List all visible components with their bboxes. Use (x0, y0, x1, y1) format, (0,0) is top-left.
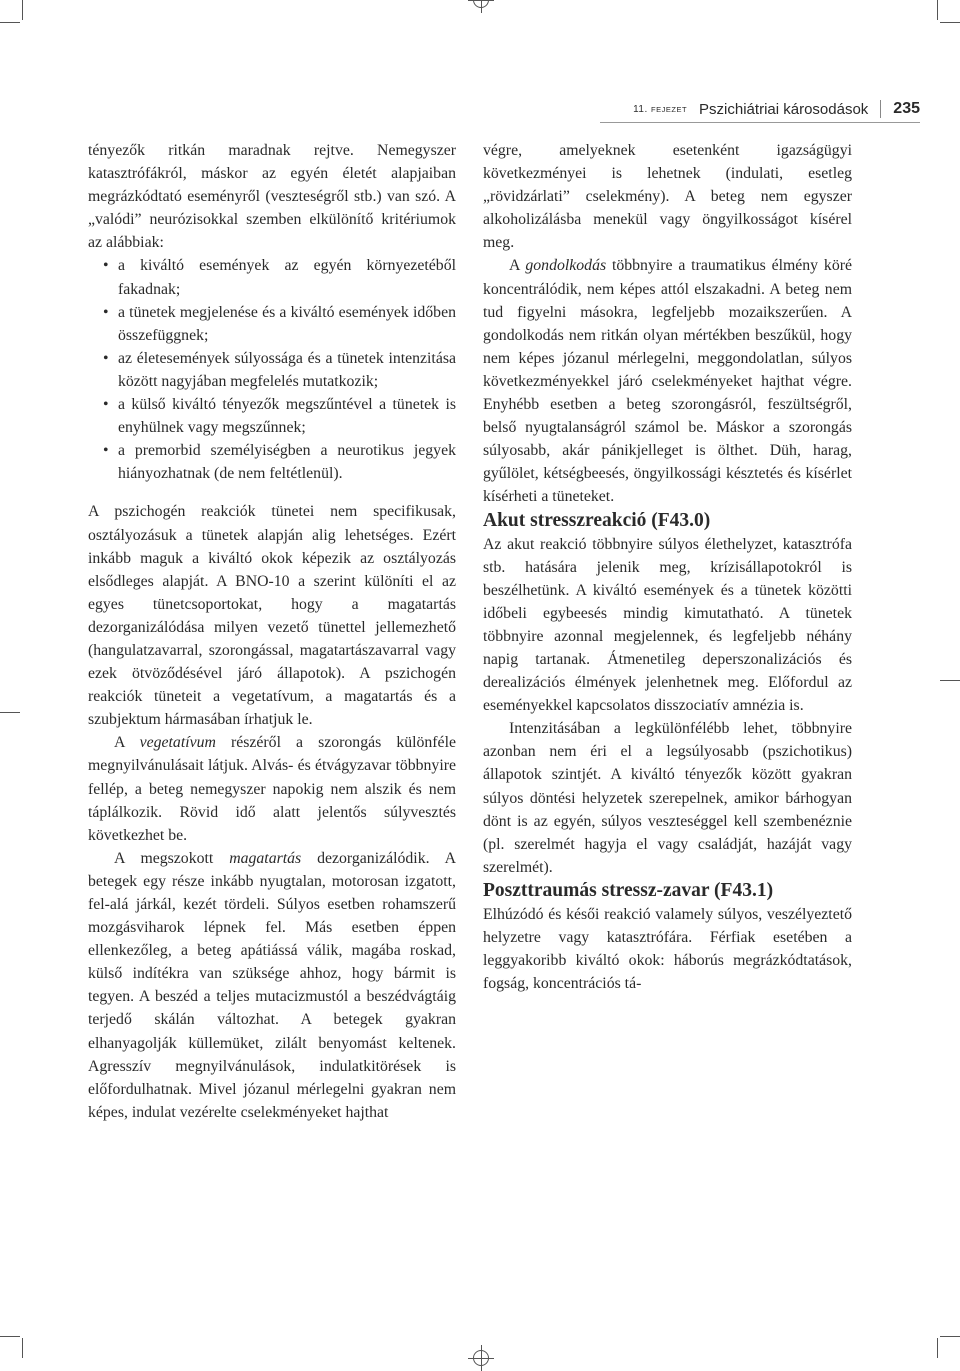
crop-mark (22, 1338, 23, 1358)
page-number: 235 (880, 100, 920, 118)
running-head (600, 96, 920, 122)
paragraph: A pszichogén reakciók tünetei nem specifikusak, osztályozásuk a tünetek alapján alig lehetséges. Ezért inkább maguk a kiváltó okok képezik az osztályozás elsődleges alapját. A BNO-10 a szerint különíti el az egyes tünetcsoportokat, hogy a magatartás dezorganizálódása milyen vezető tünettel jellemezhető (hangulatzavarral, szorongással, magatartászavarral vagy ezek ötvöződésével járó állapotok). A pszichogén reakciók tüneteit a vegetatívum, a magatartás és a szubjektum hármasában írhatjuk le. (88, 503, 456, 729)
chapter-title: Pszichiátriai károsodások (699, 100, 869, 118)
list-item: • az életesemények súlyossága és a tünetek intenzitása között nagyjában megfelelés mutatkozik; (88, 347, 456, 393)
list-item: • a premorbid személyiségben a neurotikus jegyek hiányozhatnak (de nem feltétlenül). (88, 439, 456, 485)
paragraph: Az akut reakció többnyire súlyos élethelyzet, katasztrófa stb. hatására jelenik meg, krízisállapotokról is beszélhetünk. A kiváltó események és a tünetek közötti időbeli egybeesés mindig kimutatható. A tünetek többnyire azonnal megjelennek, és legfeljebb néhány napig tartanak. Átmenetileg deperszonalizációs és derealizációs élmények jelenhetnek meg. Előfordul az eseményekkel kapcsolatos disszociatív amnézia is. (483, 535, 852, 715)
crop-mark (0, 22, 20, 23)
list-item: • a külső kiváltó tényezők megszűntével a tünetek is enyhülnek vagy megszűnnek; (88, 393, 456, 439)
right-column (483, 139, 852, 995)
paragraph: Elhúzódó és késői reakció valamely súlyos, veszélyeztető helyzetre vagy katasztrófára. Férfiak esetében a leggyakoribb kiváltó okok: háborús megrázkódtatások, fogság, koncentrációs tá- (483, 905, 852, 993)
paragraph: A vegetatívum részéről a szorongás különféle megnyilvánulásait látjuk. Alvás- és étvágyzavar többnyire fellép, a beteg nemegyszer napokig nem alszik és nem táplálkozik. Rövid idő alatt jelentős súlyvesztés következhet be. (88, 734, 456, 844)
crop-mark (940, 22, 960, 23)
criteria-list (88, 254, 456, 485)
chapter-label: 11. FEJEZET (633, 103, 688, 115)
section-heading: Poszttraumás stressz-zavar (F43.1) (483, 879, 774, 901)
registration-mark (473, 1350, 489, 1366)
header-rule (600, 122, 920, 123)
crop-mark (937, 0, 938, 20)
crop-mark (940, 680, 960, 681)
paragraph: A megszokott magatartás dezorganizálódik. A betegek egy része inkább nyugtalan, motorosan izgatott, fel-alá járkál, kezét tördeli. Súlyos esetben rohamszerű mozgásviharok lépnek fel. Más esetben éppen ellenkezőleg, a beteg apátiássá válik, magába roskad, külső indítékra van szüksége ahhoz, hogy bármit is tegyen. A beszéd a teljes mutacizmustól a beszédvágtáig terjedő skálán változhat. A betegek gyakran elhanyagolják küllemüket, zilált benyomást keltenek. Agresszív megnyilvánulások, indulatkitörések is előfordulhatnak. Mivel józanul mérlegelni gyakran nem képes, indulat vezérelte cselekményeket hajthat (88, 849, 456, 1121)
crop-mark (0, 1336, 20, 1337)
crop-mark (940, 1336, 960, 1337)
paragraph: végre, amelyeknek esetenként igazságügyi következményei is lehetnek (indulati, esetleg „rövidzárlati” cselekmény). A beteg nem egyszer alkoholizálásba menekül vagy öngyilkosságot kísérel meg. (483, 142, 852, 252)
crop-mark (0, 712, 20, 713)
section-heading: Akut stresszreakció (F43.0) (483, 509, 711, 531)
paragraph: Intenzitásában a legkülönfélébb lehet, többnyire azonban nem éri el a legsúlyosabb (pszichotikus) állapotok szintjét. A kiváltó tényezők között gyakran súlyos döntési helyzetek szerepelnek, amikor bárhogyan dönt is az egyén, súlyos veszteséggel kell szembenéznie (pl. szerelmét hagyja el vagy családját, hazáját vagy szerelmét). (483, 720, 852, 876)
list-item: • a tünetek megjelenése és a kiváltó események időben összefüggnek; (88, 301, 456, 347)
list-item: • a kiváltó események az egyén környezetéből fakadnak; (88, 254, 456, 300)
left-column (88, 139, 456, 1124)
crop-mark (22, 0, 23, 20)
paragraph: A gondolkodás többnyire a traumatikus élmény köré koncentrálódik, nem képes attól elszakadni. A beteg nem tud figyelni másokra, legfeljebb mozaikszerűen. A gondolkodás nem ritkán olyan mértékben beszűkül, hogy nem képes józanul mérlegelni, meggondolatlan, súlyos következményekkel járó cselekményeket hajthat végre. Enyhébb esetben a beteg szorongásról, feszültségről, belső nyugtalanságról számol be. Máskor a szorongás súlyosabb, akár pánikjelleget is ölthet. Düh, harag, gyűlölet, kétségbeesés, öngyilkossági késztetés és kísérlet kísérheti a tüneteket. (483, 257, 852, 506)
registration-mark (473, 0, 489, 8)
paragraph: tényezők ritkán maradnak rejtve. Nemegyszer katasztrófákról, máskor az egyén életét alapjaiban megrázkódtató eseményről (veszteségről stb.) van szó. A „valódi” neurózisokkal szemben elkülönítő kritériumok az alábbiak: (88, 142, 456, 252)
crop-mark (937, 1338, 938, 1358)
